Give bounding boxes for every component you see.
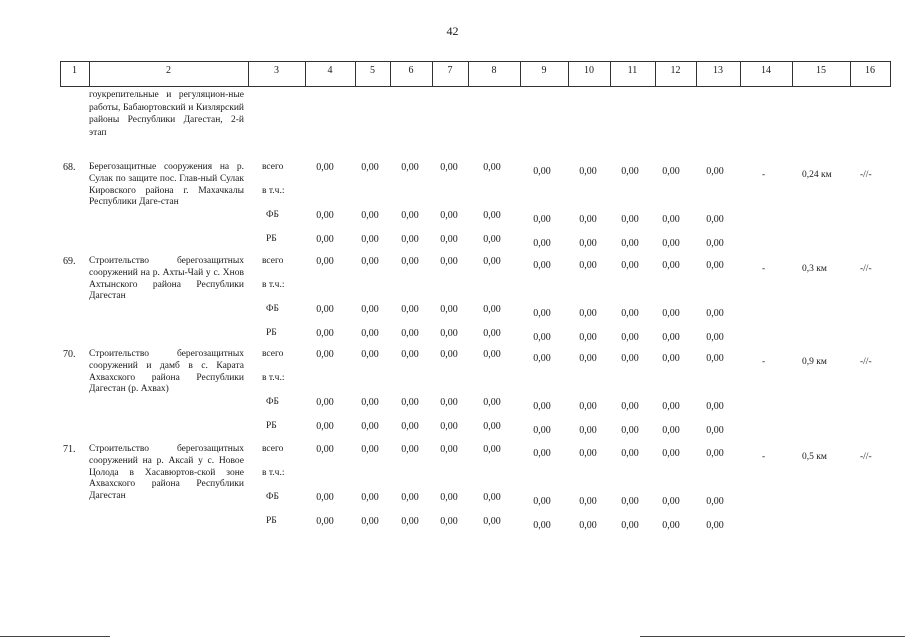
value-cell: 0,00 <box>361 421 379 432</box>
value-cell: 0,00 <box>579 425 597 436</box>
funding-label: всего <box>262 256 284 266</box>
value-cell: 0,00 <box>316 304 334 315</box>
value-cell: 0,00 <box>621 238 639 249</box>
value-cell: 0,00 <box>440 444 458 455</box>
funding-label: всего <box>262 444 284 454</box>
value-cell: 0,00 <box>579 401 597 412</box>
value-cell: 0,00 <box>483 397 501 408</box>
value-cell: 0,00 <box>401 492 419 503</box>
scan-edge-line <box>640 636 905 637</box>
header-cell: 12 <box>670 65 681 76</box>
value-cell: 0,00 <box>706 332 724 343</box>
value-cell: 0,00 <box>401 516 419 527</box>
header-cell: 10 <box>584 65 594 76</box>
value-cell: 0,00 <box>440 210 458 221</box>
value-cell: 0,00 <box>440 516 458 527</box>
funding-label: в т.ч.: <box>262 468 285 478</box>
funding-label: всего <box>262 349 284 359</box>
value-cell: 0,00 <box>579 166 597 177</box>
funding-label: в т.ч.: <box>262 280 285 290</box>
value-cell: 0,00 <box>316 492 334 503</box>
header-cell: 3 <box>274 65 279 76</box>
header-cell: 5 <box>370 65 375 76</box>
value-cell: 0,00 <box>662 496 680 507</box>
value-cell: 0,00 <box>662 214 680 225</box>
value-cell: 0,00 <box>662 166 680 177</box>
value-cell: 0,00 <box>662 238 680 249</box>
value-cell: 0,00 <box>662 332 680 343</box>
scan-edge-line <box>0 636 110 637</box>
value-cell: 0,00 <box>361 304 379 315</box>
value-cell: 0,00 <box>361 256 379 267</box>
row-number: 71. <box>63 444 76 455</box>
value-cell: 0,00 <box>401 444 419 455</box>
page-number: 42 <box>446 24 459 38</box>
value-cell: 0,00 <box>401 234 419 245</box>
value-cell: 0,00 <box>533 308 551 319</box>
value-cell: 0,00 <box>483 304 501 315</box>
value-cell: 0,00 <box>533 520 551 531</box>
value-cell: 0,00 <box>621 260 639 271</box>
value-cell: 0,00 <box>706 308 724 319</box>
value-cell: 0,00 <box>579 214 597 225</box>
funding-label: ФБ <box>266 304 279 314</box>
funding-label: в т.ч.: <box>262 373 285 383</box>
value-cell: 0,00 <box>621 332 639 343</box>
value-cell: 0,00 <box>621 425 639 436</box>
value-cell: 0,00 <box>361 492 379 503</box>
value-cell: 0,00 <box>316 210 334 221</box>
value-cell: 0,00 <box>483 516 501 527</box>
value-cell: 0,00 <box>706 425 724 436</box>
value-cell: 0,00 <box>483 162 501 173</box>
value-cell: 0,00 <box>316 349 334 360</box>
header-cell: 14 <box>761 65 771 76</box>
funding-label: РБ <box>266 328 277 338</box>
value-cell: 0,00 <box>621 448 639 459</box>
value-cell: 0,00 <box>662 401 680 412</box>
value-cell: 0,00 <box>440 162 458 173</box>
length-cell: 0,3 км <box>802 264 827 274</box>
row-description: Берегозащитные сооружения на р. Сулак по защите пос. Глав-ный Сулак Кировского района г. Махачкалы Республики Даге-стан <box>89 162 244 208</box>
value-cell: 0,00 <box>483 234 501 245</box>
value-cell: 0,00 <box>483 256 501 267</box>
value-cell: 0,00 <box>579 448 597 459</box>
value-cell: 0,00 <box>621 520 639 531</box>
value-cell: 0,00 <box>401 349 419 360</box>
header-cell: 13 <box>713 65 723 76</box>
value-cell: 0,00 <box>440 397 458 408</box>
value-cell: 0,00 <box>316 397 334 408</box>
funding-label: всего <box>262 162 284 172</box>
value-cell: 0,00 <box>662 260 680 271</box>
length-cell: 0,5 км <box>802 452 827 462</box>
row-description: Строительство берегозащитных сооружений на р. Ахты-Чай у с. Хнов Ахтынского района Республики Дагестан <box>89 256 244 302</box>
value-cell: 0,00 <box>361 444 379 455</box>
value-cell: 0,00 <box>662 425 680 436</box>
value-cell: 0,00 <box>621 166 639 177</box>
funding-label: ФБ <box>266 210 279 220</box>
length-cell: 0,9 км <box>802 357 827 367</box>
value-cell: 0,00 <box>401 210 419 221</box>
value-cell: 0,00 <box>579 332 597 343</box>
funding-label: РБ <box>266 516 277 526</box>
value-cell: 0,00 <box>533 353 551 364</box>
value-cell: 0,00 <box>401 256 419 267</box>
value-cell: 0,00 <box>401 328 419 339</box>
value-cell: 0,00 <box>579 308 597 319</box>
value-cell: 0,00 <box>316 234 334 245</box>
row-number: 69. <box>63 256 76 267</box>
value-cell: 0,00 <box>401 162 419 173</box>
header-cell: 8 <box>491 65 497 76</box>
value-cell: 0,00 <box>621 496 639 507</box>
value-cell: 0,00 <box>533 496 551 507</box>
value-cell: 0,00 <box>483 210 501 221</box>
value-cell: 0,00 <box>440 304 458 315</box>
value-cell: 0,00 <box>316 256 334 267</box>
col16-cell: -//- <box>860 357 872 367</box>
row-description: Строительство берегозащитных сооружений и дамб в с. Карата Ахвахского района Республики Дагестан (р. Ахвах) <box>89 349 244 395</box>
value-cell: 0,00 <box>579 260 597 271</box>
value-cell: 0,00 <box>533 166 551 177</box>
funding-label: ФБ <box>266 397 279 407</box>
value-cell: 0,00 <box>662 353 680 364</box>
header-cell: 15 <box>816 65 826 76</box>
value-cell: 0,00 <box>361 349 379 360</box>
funding-label: РБ <box>266 234 277 244</box>
col14-cell: - <box>762 452 766 462</box>
value-cell: 0,00 <box>440 492 458 503</box>
value-cell: 0,00 <box>706 401 724 412</box>
col14-cell: - <box>762 357 766 367</box>
funding-label: РБ <box>266 421 277 431</box>
value-cell: 0,00 <box>662 520 680 531</box>
value-cell: 0,00 <box>483 349 501 360</box>
row-description: Строительство берегозащитных сооружений на р. Аксай у с. Новое Цолода в Хасавюртов-ской зоне Ахвахского района Республики Дагестан <box>89 444 244 502</box>
header-cell: 1 <box>72 65 77 76</box>
continued-text: гоукрепительные и регуляцион-ные работы, Бабаюртовский и Кизлярский районы Республики Дагестан, 2-й этап <box>89 90 244 138</box>
value-cell: 0,00 <box>662 448 680 459</box>
value-cell: 0,00 <box>361 210 379 221</box>
value-cell: 0,00 <box>440 328 458 339</box>
value-cell: 0,00 <box>706 166 724 177</box>
header-cell: 7 <box>447 65 453 76</box>
col14-cell: - <box>762 170 766 180</box>
value-cell: 0,00 <box>706 238 724 249</box>
value-cell: 0,00 <box>401 304 419 315</box>
value-cell: 0,00 <box>621 214 639 225</box>
value-cell: 0,00 <box>706 353 724 364</box>
value-cell: 0,00 <box>533 214 551 225</box>
value-cell: 0,00 <box>579 238 597 249</box>
value-cell: 0,00 <box>579 520 597 531</box>
header-cell: 6 <box>408 65 414 76</box>
value-cell: 0,00 <box>361 397 379 408</box>
value-cell: 0,00 <box>483 444 501 455</box>
col16-cell: -//- <box>860 170 872 180</box>
value-cell: 0,00 <box>579 353 597 364</box>
value-cell: 0,00 <box>401 397 419 408</box>
value-cell: 0,00 <box>316 421 334 432</box>
value-cell: 0,00 <box>706 520 724 531</box>
value-cell: 0,00 <box>361 516 379 527</box>
value-cell: 0,00 <box>316 328 334 339</box>
value-cell: 0,00 <box>361 162 379 173</box>
value-cell: 0,00 <box>533 332 551 343</box>
value-cell: 0,00 <box>440 421 458 432</box>
header-cell: 4 <box>327 65 333 76</box>
value-cell: 0,00 <box>401 421 419 432</box>
value-cell: 0,00 <box>533 425 551 436</box>
value-cell: 0,00 <box>316 162 334 173</box>
value-cell: 0,00 <box>440 256 458 267</box>
value-cell: 0,00 <box>621 308 639 319</box>
value-cell: 0,00 <box>706 260 724 271</box>
value-cell: 0,00 <box>316 516 334 527</box>
row-number: 70. <box>63 349 76 360</box>
value-cell: 0,00 <box>706 496 724 507</box>
header-divider <box>890 61 891 87</box>
value-cell: 0,00 <box>706 448 724 459</box>
funding-label: в т.ч.: <box>262 186 285 196</box>
header-cell: 9 <box>541 65 547 76</box>
value-cell: 0,00 <box>706 214 724 225</box>
header-cell: 2 <box>166 65 171 76</box>
value-cell: 0,00 <box>440 349 458 360</box>
funding-label: ФБ <box>266 492 279 502</box>
value-cell: 0,00 <box>621 401 639 412</box>
value-cell: 0,00 <box>621 353 639 364</box>
value-cell: 0,00 <box>662 308 680 319</box>
header-cell: 16 <box>865 65 875 76</box>
length-cell: 0,24 км <box>802 170 832 180</box>
value-cell: 0,00 <box>361 234 379 245</box>
value-cell: 0,00 <box>483 328 501 339</box>
header-cell: 11 <box>627 65 638 76</box>
col16-cell: -//- <box>860 452 872 462</box>
value-cell: 0,00 <box>533 238 551 249</box>
col16-cell: -//- <box>860 264 872 274</box>
value-cell: 0,00 <box>579 496 597 507</box>
value-cell: 0,00 <box>316 444 334 455</box>
value-cell: 0,00 <box>533 448 551 459</box>
value-cell: 0,00 <box>361 328 379 339</box>
value-cell: 0,00 <box>483 421 501 432</box>
value-cell: 0,00 <box>533 260 551 271</box>
col14-cell: - <box>762 264 766 274</box>
row-number: 68. <box>63 162 76 173</box>
value-cell: 0,00 <box>440 234 458 245</box>
value-cell: 0,00 <box>533 401 551 412</box>
value-cell: 0,00 <box>483 492 501 503</box>
